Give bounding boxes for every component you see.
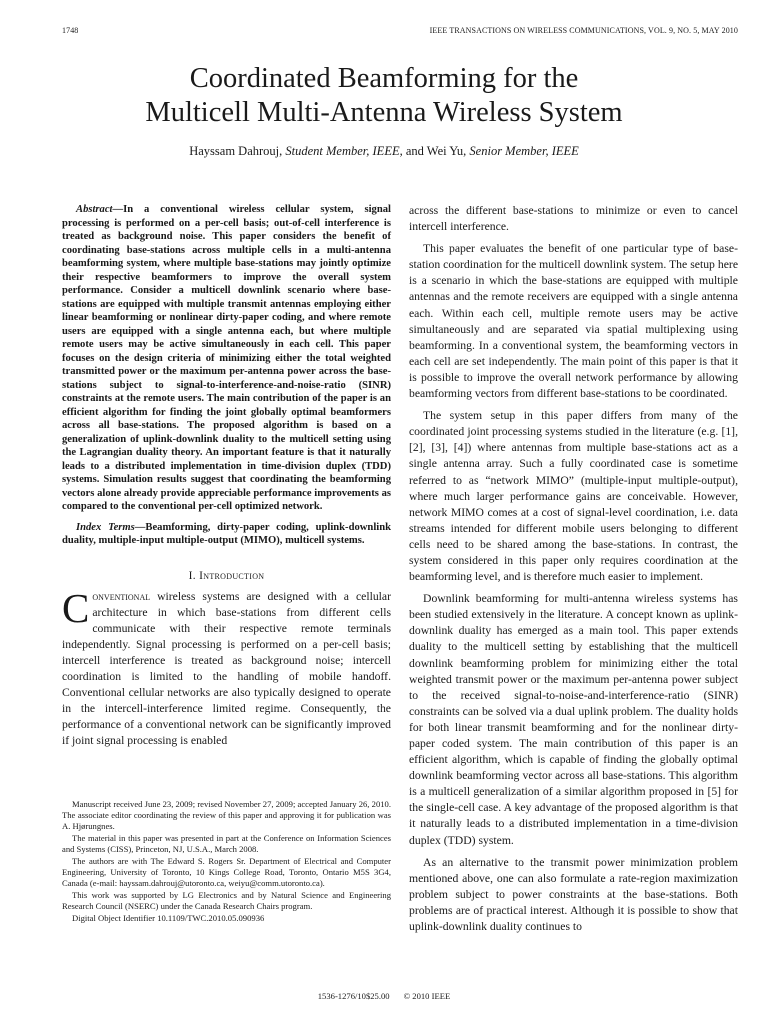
index-terms [62, 521, 391, 548]
drop-cap: C [62, 584, 90, 631]
author-2: and Wei Yu, [405, 144, 467, 158]
index-terms-text: —Beamforming, dirty-paper coding, uplink-downlink duality, multiple-input multiple-output (MIMO), multicell systems. [62, 521, 391, 546]
section-heading-introduction: I. Introduction [188, 569, 265, 582]
footnote-manuscript: Manuscript received June 23, 2009; revised November 27, 2009; accepted January 26, 2010. The associate editor coordinating the review of this paper and approving it for publication was A. Hjørungnes. [62, 799, 391, 831]
issn-price: 1536-1276/10$25.00 [317, 991, 390, 1001]
footnote-doi: Digital Object Identifier 10.1109/TWC.2010.05.090936 [72, 913, 265, 923]
author-2-role: Senior Member, IEEE [469, 144, 579, 158]
body-paragraph-3: The system setup in this paper differs from many of the coordinated joint processing systems studied in the literature (e.g. [1], [2], [3], [4]) where antennas from multiple base-stations act as a single antenna array. Such a fully coordinated case is sometime referred to as “network MIMO” (multiple-input multiple-output), where much larger performance gains are conceivable. However, network MIMO comes at a cost of signal-level coordination, i.e. data streams intended for different mobile users belonging to different cells need to be shared among the base-stations. In contrast, the system considered in this paper only requires coordination at the beamforming level, and is therefore much easier to implement. [409, 409, 738, 584]
body-paragraph-4: Downlink beamforming for multi-antenna wireless systems has been studied extensively in the literature. A concept known as uplink-downlink duality has emerged as a main tool. This paper extends duality to the multicell setting by establishing that the multicell downlink beamforming problem for minimizing either the total weighted transmit power or the maximum per-antenna power subject to the received signal-to-noise-and-interference-ratio (SINR) constraints can be solved via a dual uplink problem. The duality holds for both linear transmit beamforming and for the nonlinear dirty-paper coded system. The main contribution of this paper is an efficient algorithm, which is capable of finding the globally optimal downlink beamforming vector across all base-stations. This algorithm is a multicell generalization of a similar algorithm proposed in [5] for the single-cell case. A key advantage of the proposed algorithm is that it naturally leads to a distributed implementation in a time-division duplex (TDD) system. [409, 592, 738, 847]
abstract [62, 203, 391, 514]
body-paragraph-1: across the different base-stations to minimize or even to cancel intercell interference. [409, 204, 738, 234]
title-line-2: Multicell Multi-Antenna Wireless System [145, 97, 623, 128]
footnotes [62, 799, 391, 925]
abstract-text: —In a conventional wireless cellular system, signal processing is performed on a per-cell basis; out-of-cell interference is treated as background noise. This paper considers the benefit of coordinating base-stations across multiple cells in a multi-antenna beamforming system, where multiple base-stations may jointly optimize their respective beamformers to improve the overall system performance. Consider a multicell downlink scenario where base-stations are equipped with multiple transmit antennas employing either linear beamforming or nonlinear dirty-paper coding, and where remote users are equipped with a single antenna each, but where multiple remote users may be active simultaneously in each cell. This paper focuses on the design criteria of minimizing either the total weighted transmitted power or the maximum per-antenna power across the base-stations subject to signal-to-interference-and-noise-ratio (SINR) constraints at the remote users. The main contribution of the paper is an efficient algorithm for finding the joint globally optimal beamformers across all base-stations. The proposed algorithm is based on a generalization of uplink-downlink duality to the multicell setting using the Lagrangian duality theory. An important feature is that it naturally leads to a distributed implementation in time-division duplex (TDD) systems. Simulation results suggest that coordinating the beamforming vectors alone already provide appreciable performance improvements as compared to the conventional per-cell optimized network. [62, 204, 391, 512]
copyright-line [0, 991, 768, 1001]
title-line-1: Coordinated Beamforming for the [189, 63, 579, 94]
index-terms-label: Index Terms [76, 521, 135, 533]
footnote-affiliation: The authors are with The Edward S. Rogers Sr. Department of Electrical and Computer Engineering, University of Toronto, 10 Kings College Road, Toronto, Ontario M5S 3G4, Canada (e-mail: hayssam.dahrouj@utoronto.ca, weiyu@comm.utoronto.ca). [62, 856, 391, 888]
intro-paragraph [62, 584, 391, 750]
left-column [62, 203, 391, 749]
page-number: 1748 [62, 26, 79, 35]
author-line [0, 144, 768, 159]
body-paragraph-2: This paper evaluates the benefit of one particular type of base-station coordination for the multicell downlink system. The setup here is a scenario in which the base-stations are equipped with multiple antennas and the remote receivers are equipped with a single antenna each. Within each cell, multiple remote users may be active simultaneously and are separated via spatial multiplexing using beamforming. In a conventional system, the beamforming vectors in each cell are set independently. The main point of this paper is that it is possible to improve the overall network performance by allowing beamforming vectors from different base-stations to be coordinated. [409, 242, 738, 401]
author-1-role: Student Member, IEEE, [285, 144, 403, 158]
copyright-notice: © 2010 IEEE [403, 991, 451, 1001]
right-column [409, 203, 738, 941]
footnote-conference: The material in this paper was presented in part at the Conference on Information Sciences and Systems (CISS), Princeton, NJ, U.S.A., March 2008. [62, 833, 391, 854]
section-title: Introduction [199, 569, 265, 582]
author-1: Hayssam Dahrouj, [189, 144, 283, 158]
intro-text: wireless systems are designed with a cellular architecture in which base-stations from different cells communicate with their respective remote terminals independently. Signal processing is performed on a per-cell basis; intercell interference is treated as background noise; intercell coordination is limited to the handling of mobile handoff. Conventional cellular networks are also typically designed to operate in the intercell-interference limited regime. Consequently, the performance of a conventional network can be significantly improved if joint signal processing is enabled [62, 589, 391, 748]
body-paragraph-5: As an alternative to the transmit power minimization problem mentioned above, one can also formulate a rate-region maximization problem subject to power constraints at the base-stations. Both problems are of practical interest. Although it is possible to show that uplink-downlink duality continues to [409, 855, 738, 934]
abstract-label: Abstract [76, 204, 113, 215]
intro-first-word: onventional [92, 589, 151, 603]
running-header [62, 26, 738, 38]
footnote-funding: This work was supported by LG Electronics and by Natural Science and Engineering Research Council (NSERC) under the Canada Research Chairs program. [62, 890, 391, 911]
journal-citation: IEEE TRANSACTIONS ON WIRELESS COMMUNICATIONS, VOL. 9, NO. 5, MAY 2010 [429, 26, 738, 35]
paper-title [0, 62, 768, 130]
